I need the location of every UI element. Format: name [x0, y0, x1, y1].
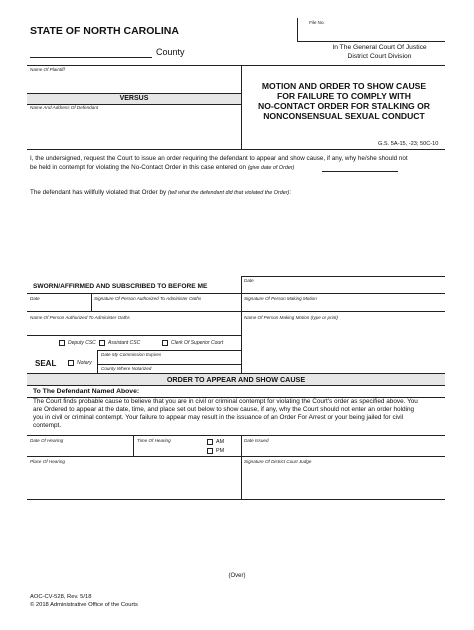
- state-heading: STATE OF NORTH CAROLINA: [30, 25, 179, 37]
- name-authorized-label: Name Of Person Authorized To Administer Oaths: [30, 315, 130, 320]
- hearing-divider: [241, 435, 242, 499]
- sworn-row4-rule: [97, 350, 241, 351]
- order-banner: [27, 373, 445, 386]
- clerk-superior-checkbox[interactable]: [162, 340, 168, 346]
- county-notarized-field[interactable]: [99, 366, 239, 372]
- sworn-row1-rule: [27, 293, 445, 294]
- form-title-line-4: NONCONSENSUAL SEXUAL CONDUCT: [263, 111, 425, 121]
- violation-colon: :: [289, 189, 292, 196]
- order-text-line-3: you in civil or criminal contempt. Your failure to appear may result in the issuance of an Order For Arrest or your being jailed for civil: [33, 414, 404, 421]
- motion-text-line-1: I, the undersigned, request the Court to issue an order requiring the defendant to appear and show cause, if any, why he/she should not: [30, 155, 408, 162]
- defendant-field[interactable]: [30, 112, 239, 148]
- form-title: [244, 81, 444, 121]
- assistant-csc-label: Assistant CSC: [108, 340, 141, 346]
- motion-line-2-prefix: be held in contempt for violating the No-Contact Order in this case entered on: [30, 164, 246, 171]
- clerk-superior-label: Clerk Of Superior Court: [171, 340, 224, 346]
- defendant-label: Name And Address Of Defendant: [30, 105, 99, 110]
- file-no-divider: [297, 18, 298, 42]
- date-issued-field[interactable]: [243, 444, 443, 454]
- name-authorized-field[interactable]: [28, 321, 240, 333]
- date-hearing-field[interactable]: [29, 444, 131, 454]
- sworn-row2-rule: [27, 311, 445, 312]
- county-field[interactable]: [30, 57, 152, 58]
- am-label: AM: [216, 439, 225, 445]
- copyright: © 2018 Administrative Office of the Courts: [30, 602, 138, 608]
- assistant-csc-checkbox[interactable]: [99, 340, 105, 346]
- place-hearing-field[interactable]: [29, 465, 239, 498]
- plaintiff-label: Name Of Plaintiff: [30, 67, 65, 72]
- parties-divider: [241, 65, 242, 149]
- sig-authorized-field[interactable]: [93, 302, 239, 311]
- order-text-line-2: are Ordered to appear at the date, time, and place set out below to show cause, if any, why the Court should not enter an order holding: [33, 406, 415, 413]
- file-no-label: File No.: [309, 20, 325, 25]
- sworn-row5-rule: [97, 364, 241, 365]
- file-no-field[interactable]: [297, 41, 445, 42]
- sworn-row3-rule: [27, 335, 241, 336]
- sig-movant-field[interactable]: [243, 302, 443, 311]
- parties-top-rule: [27, 65, 445, 66]
- sig-movant-label: Signature Of Person Making Motion: [244, 296, 317, 301]
- name-movant-label: Name Of Person Making Motion (type or print): [244, 315, 338, 320]
- pm-label: PM: [216, 448, 225, 454]
- form-title-line-1: MOTION AND ORDER TO SHOW CAUSE: [261, 81, 427, 91]
- order-date-field[interactable]: [322, 171, 398, 172]
- hearing-bottom-rule: [27, 499, 445, 500]
- to-defendant-heading: To The Defendant Named Above:: [33, 388, 140, 395]
- sworn-heading: SWORN/AFFIRMED AND SUBSCRIBED TO BEFORE ME: [33, 283, 208, 290]
- statute-citation: G.S. 5A-15, -23; 50C-10: [378, 141, 439, 147]
- order-banner-label: ORDER TO APPEAR AND SHOW CAUSE: [166, 375, 306, 384]
- movant-date-top-rule: [241, 276, 445, 277]
- deputy-csc-checkbox[interactable]: [59, 340, 65, 346]
- plaintiff-field[interactable]: [30, 74, 239, 92]
- court-line-1: In The General Court Of Justice: [332, 44, 427, 51]
- violation-prefix: The defendant has willfully violated that Order by: [30, 189, 167, 196]
- over-label: (Over): [228, 573, 246, 579]
- notary-checkbox[interactable]: [68, 360, 74, 366]
- court-line-2: District Court Division: [347, 53, 412, 60]
- violation-hint: (tell what the defendant did that violated the Order): [167, 190, 290, 196]
- hearing-row2-rule: [27, 456, 445, 457]
- form-number: AOC-CV-528, Rev. 5/18: [30, 594, 92, 600]
- date-hearing-label: Date Of Hearing: [30, 438, 64, 443]
- pm-checkbox[interactable]: [207, 448, 213, 454]
- motion-text-line-2: [30, 164, 294, 172]
- hearing-top-rule: [27, 435, 445, 436]
- violation-description-field[interactable]: [30, 200, 442, 272]
- sworn-date-field[interactable]: [28, 302, 90, 311]
- violation-text: [30, 189, 291, 197]
- movant-date-label: Date: [244, 278, 254, 283]
- sig-judge-field[interactable]: [243, 465, 443, 498]
- place-hearing-label: Place Of Hearing: [30, 459, 65, 464]
- order-date-hint: (give date of Order): [247, 165, 295, 171]
- time-hearing-field[interactable]: [135, 444, 205, 454]
- motion-top-rule: [27, 149, 445, 150]
- order-text-line-1: The Court finds probable cause to believe that you are in civil or criminal contempt for violating the Court's order as specified above. You: [33, 398, 418, 405]
- date-sig-divider: [91, 293, 92, 311]
- county-notarized-label: County Where Notarized: [101, 366, 152, 371]
- am-checkbox[interactable]: [207, 439, 213, 445]
- county-label: County: [156, 47, 185, 57]
- deputy-csc-label: Deputy CSC: [68, 340, 96, 346]
- order-text-line-4: contempt.: [33, 422, 62, 429]
- sworn-date-label: Date: [30, 296, 40, 301]
- sworn-divider: [241, 276, 242, 373]
- name-movant-field[interactable]: [243, 321, 443, 333]
- versus-banner: [27, 93, 241, 105]
- date-issued-label: Date Issued: [244, 438, 269, 443]
- notary-label: Notary: [77, 360, 92, 366]
- versus-label: VERSUS: [119, 95, 149, 102]
- form-title-line-2: FOR FAILURE TO COMPLY WITH: [276, 91, 411, 101]
- seal-label: SEAL: [35, 359, 57, 368]
- sig-judge-label: Signature Of District Court Judge: [244, 459, 312, 464]
- notary-divider: [97, 350, 98, 373]
- form-title-line-3: NO-CONTACT ORDER FOR STALKING OR: [257, 101, 431, 111]
- sig-authorized-label: Signature Of Person Authorized To Administer Oaths: [94, 296, 202, 301]
- date-time-divider: [133, 435, 134, 456]
- commission-expires-label: Date My Commission Expires: [101, 352, 162, 357]
- time-hearing-label: Time Of Hearing: [137, 438, 171, 443]
